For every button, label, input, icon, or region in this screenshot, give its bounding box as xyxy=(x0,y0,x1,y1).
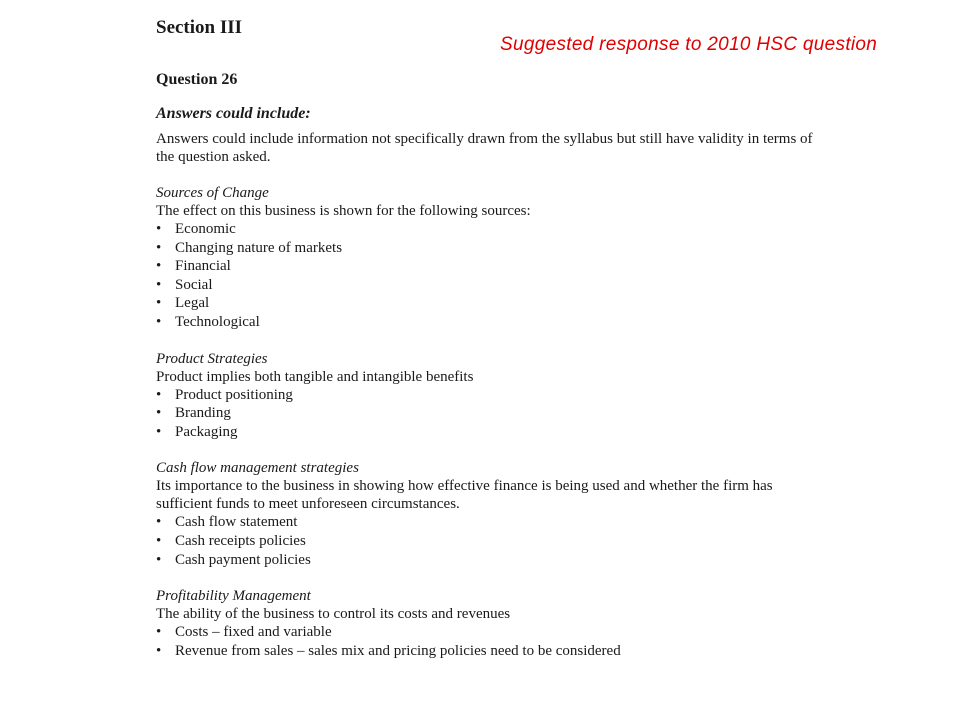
bullet-icon: • xyxy=(156,624,162,641)
slide-caption: Suggested response to 2010 HSC question xyxy=(500,34,878,55)
block-heading: Cash flow management strategies xyxy=(156,460,359,477)
bullet-icon: • xyxy=(156,313,162,330)
bullet-icon: • xyxy=(156,276,162,293)
block-text: Its importance to the business in showing how effective finance is being used and whether the firm has sufficient funds to meet unforeseen circumstances. xyxy=(156,478,773,513)
bullet-list xyxy=(156,220,816,332)
bullet-icon: • xyxy=(156,551,162,568)
list-item-text: Costs – fixed and variable xyxy=(175,624,332,641)
list-item xyxy=(156,257,816,276)
list-item xyxy=(156,642,816,661)
question-title: Question 26 xyxy=(156,71,238,88)
intro-text: Answers could include information not specifically drawn from the syllabus but still have validity in terms of the question asked. xyxy=(156,131,813,165)
bullet-list xyxy=(156,623,816,660)
list-item-text: Financial xyxy=(175,258,231,275)
answer-blocks xyxy=(156,184,816,660)
list-item xyxy=(156,551,816,570)
list-item xyxy=(156,423,816,442)
list-item xyxy=(156,294,816,313)
list-item-text: Cash flow statement xyxy=(175,514,298,531)
list-item-text: Social xyxy=(175,276,213,293)
bullet-icon: • xyxy=(156,386,162,403)
list-item-text: Packaging xyxy=(175,423,238,440)
block-heading: Profitability Management xyxy=(156,588,311,605)
list-item xyxy=(156,532,816,551)
list-item-text: Changing nature of markets xyxy=(175,239,343,256)
block-product-strategies xyxy=(156,350,816,442)
list-item-text: Cash payment policies xyxy=(175,551,311,568)
list-item xyxy=(156,386,816,405)
list-item xyxy=(156,313,816,332)
document-page xyxy=(156,16,816,660)
block-text: The effect on this business is shown for the following sources: xyxy=(156,203,531,219)
block-heading: Sources of Change xyxy=(156,185,269,201)
list-item-text: Legal xyxy=(175,295,210,312)
bullet-icon: • xyxy=(156,514,162,531)
list-item-text: Product positioning xyxy=(175,386,293,403)
block-text: The ability of the business to control its costs and revenues xyxy=(156,606,511,623)
list-item xyxy=(156,239,816,258)
list-item-text: Technological xyxy=(175,313,260,330)
list-item-text: Cash receipts policies xyxy=(175,532,306,549)
bullet-list xyxy=(156,513,816,569)
bullet-icon: • xyxy=(156,642,162,659)
block-sources-of-change xyxy=(156,184,816,332)
bullet-icon: • xyxy=(156,239,162,256)
bullet-list xyxy=(156,386,816,442)
bullet-icon: • xyxy=(156,423,162,440)
bullet-icon: • xyxy=(156,258,162,275)
list-item-text: Economic xyxy=(175,221,236,237)
bullet-icon: • xyxy=(156,532,162,549)
list-item-text: Revenue from sales – sales mix and pricing policies need to be considered xyxy=(175,642,621,659)
list-item xyxy=(156,404,816,423)
list-item xyxy=(156,623,816,642)
list-item xyxy=(156,276,816,295)
bullet-icon: • xyxy=(156,221,162,237)
block-profitability-management xyxy=(156,587,816,660)
bullet-icon: • xyxy=(156,405,162,422)
block-text: Product implies both tangible and intangible benefits xyxy=(156,368,474,385)
list-item xyxy=(156,220,816,239)
bullet-icon: • xyxy=(156,295,162,312)
section-title: Section III xyxy=(156,17,243,38)
intro-heading: Answers could include: xyxy=(156,105,311,122)
block-heading: Product Strategies xyxy=(156,350,268,367)
list-item xyxy=(156,513,816,532)
list-item-text: Branding xyxy=(175,405,231,422)
block-cash-flow-management xyxy=(156,459,816,569)
